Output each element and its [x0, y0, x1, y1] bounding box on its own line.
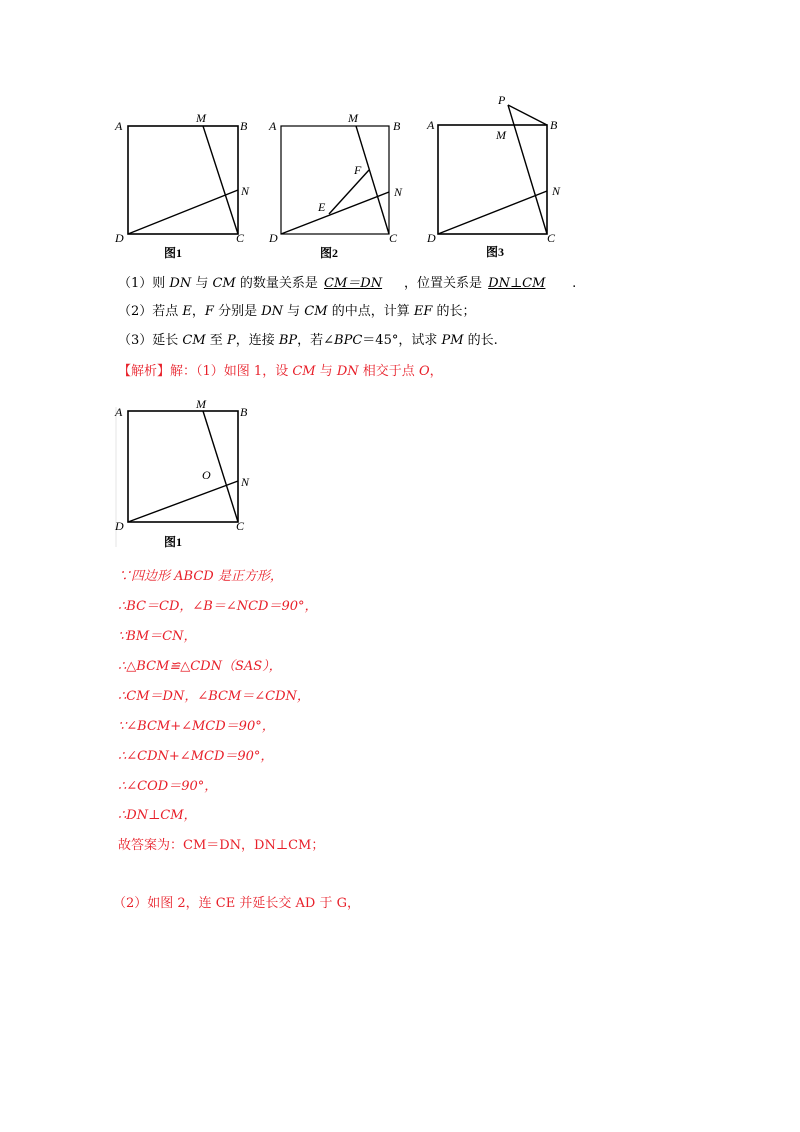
segment-dn — [438, 191, 547, 234]
question-1 — [118, 274, 576, 294]
question-3 — [118, 331, 498, 351]
label-m: M — [348, 111, 358, 125]
segment-dn — [128, 481, 238, 522]
q1-text: （1）则 — [118, 276, 170, 291]
solution-part-2: （2）如图 2，连 CE 并延长交 AD 于 G， — [113, 896, 360, 911]
q1-answer-quantity: CM＝DN — [324, 276, 383, 291]
label-m: M — [196, 397, 206, 411]
q3-bp: BP — [278, 333, 298, 348]
label-e: E — [318, 200, 326, 214]
q2-ef: EF — [413, 304, 433, 319]
label-n: N — [241, 475, 250, 489]
q3-mid: 至 — [205, 333, 227, 348]
question-2 — [118, 302, 475, 322]
label-m: M — [496, 128, 506, 142]
q1-dn: DN — [169, 276, 192, 291]
q3-cm: CM — [182, 333, 206, 348]
solution-step-8: ∴∠COD＝90°， — [118, 779, 218, 794]
label-b: B — [550, 118, 558, 132]
label-d: D — [269, 231, 278, 245]
solution-step-2: ∴BC＝CD，∠B＝∠NCD＝90°， — [118, 599, 318, 614]
label-a: A — [427, 118, 435, 132]
solution-step-1: ∵四边形 ABCD 是正方形， — [118, 569, 283, 584]
q2-yu: 与 — [283, 304, 305, 319]
solution-heading: 【解析】 — [118, 364, 171, 379]
solution-intro-mid: 与 — [315, 364, 337, 379]
q2-end: 的长； — [432, 304, 476, 319]
figure-caption: 图1 — [164, 535, 183, 549]
figure-3 — [424, 92, 574, 258]
label-c: C — [236, 231, 245, 245]
segment-cm — [203, 126, 238, 234]
q2-mid2: 的中点，计算 — [327, 304, 414, 319]
label-c: C — [547, 231, 556, 245]
figure-caption: 图3 — [486, 245, 505, 259]
label-n: N — [394, 185, 403, 199]
figure-caption: 图1 — [164, 246, 183, 260]
figure-3-diagram — [424, 92, 574, 258]
label-n: N — [552, 184, 561, 198]
label-b: B — [240, 405, 248, 419]
solution-intro-dn: DN — [336, 364, 359, 379]
label-c: C — [236, 519, 245, 533]
q1-yu: 与 — [191, 276, 213, 291]
q1-cm: CM — [212, 276, 236, 291]
solution-intro-mid2: 相交于点 — [358, 364, 419, 379]
square-abcd — [128, 411, 238, 522]
q2-dn: DN — [261, 304, 284, 319]
segment-dn — [128, 190, 238, 234]
q2-text: （2）若点 — [118, 304, 183, 319]
figure-1-diagram — [112, 108, 262, 258]
solution-step-3: ∵BM＝CN， — [118, 629, 197, 644]
label-m: M — [196, 111, 206, 125]
label-p: P — [498, 93, 506, 107]
q3-mid2: ，连接 — [235, 333, 279, 348]
q3-p: P — [226, 333, 236, 348]
q3-mid4: ＝45°，试求 — [362, 333, 442, 348]
q3-end: 的长. — [463, 333, 498, 348]
figure-2 — [266, 108, 416, 258]
q2-cm: CM — [304, 304, 328, 319]
label-b: B — [393, 119, 401, 133]
label-a: A — [115, 405, 123, 419]
q1-end: . — [572, 276, 577, 291]
q1-mid: 的数量关系是 — [235, 276, 323, 291]
q3-bpc: BPC — [334, 333, 363, 348]
q3-text: （3）延长 — [118, 333, 183, 348]
segment-dn — [281, 192, 389, 234]
label-c: C — [389, 231, 398, 245]
label-d: D — [115, 519, 124, 533]
figure-1 — [112, 108, 262, 258]
solution-figure-1-diagram — [112, 397, 262, 553]
q1-answer-position: DN⊥CM — [488, 276, 546, 291]
q3-mid3: ，若∠ — [297, 333, 335, 348]
segment-cm — [356, 126, 389, 234]
solution-step-7: ∴∠CDN+∠MCD＝90°， — [118, 749, 274, 764]
solution-intro-o: O — [418, 364, 430, 379]
label-a: A — [115, 119, 123, 133]
solution-heading-line — [118, 362, 443, 382]
label-f: F — [354, 163, 362, 177]
solution-intro-cm: CM — [292, 364, 316, 379]
label-a: A — [269, 119, 277, 133]
square-abcd — [128, 126, 238, 234]
solution-figure-1 — [112, 397, 262, 553]
label-b: B — [240, 119, 248, 133]
label-n: N — [241, 184, 250, 198]
label-d: D — [115, 231, 124, 245]
q3-pm: PM — [441, 333, 464, 348]
solution-intro: 解：（1）如图 1，设 — [170, 364, 293, 379]
q2-comma: ， — [191, 304, 205, 319]
q1-mid2: ，位置关系是 — [404, 276, 487, 291]
solution-step-5: ∴CM＝DN，∠BCM＝∠CDN， — [118, 689, 310, 704]
segment-cm — [203, 411, 238, 522]
solution-intro-end: ， — [429, 364, 443, 379]
q2-mid: 分别是 — [213, 304, 262, 319]
figure-2-diagram — [266, 108, 416, 258]
q2-f: F — [204, 304, 214, 319]
solution-answer: 故答案为：CM＝DN，DN⊥CM； — [118, 838, 325, 853]
figure-caption: 图2 — [320, 246, 339, 260]
solution-step-6: ∵∠BCM+∠MCD＝90°， — [118, 719, 275, 734]
q2-e: E — [182, 304, 192, 319]
solution-step-4: ∴△BCM≌△CDN（SAS）， — [118, 659, 282, 674]
label-o: O — [202, 468, 211, 482]
label-d: D — [427, 231, 436, 245]
solution-step-9: ∴DN⊥CM， — [118, 808, 197, 823]
